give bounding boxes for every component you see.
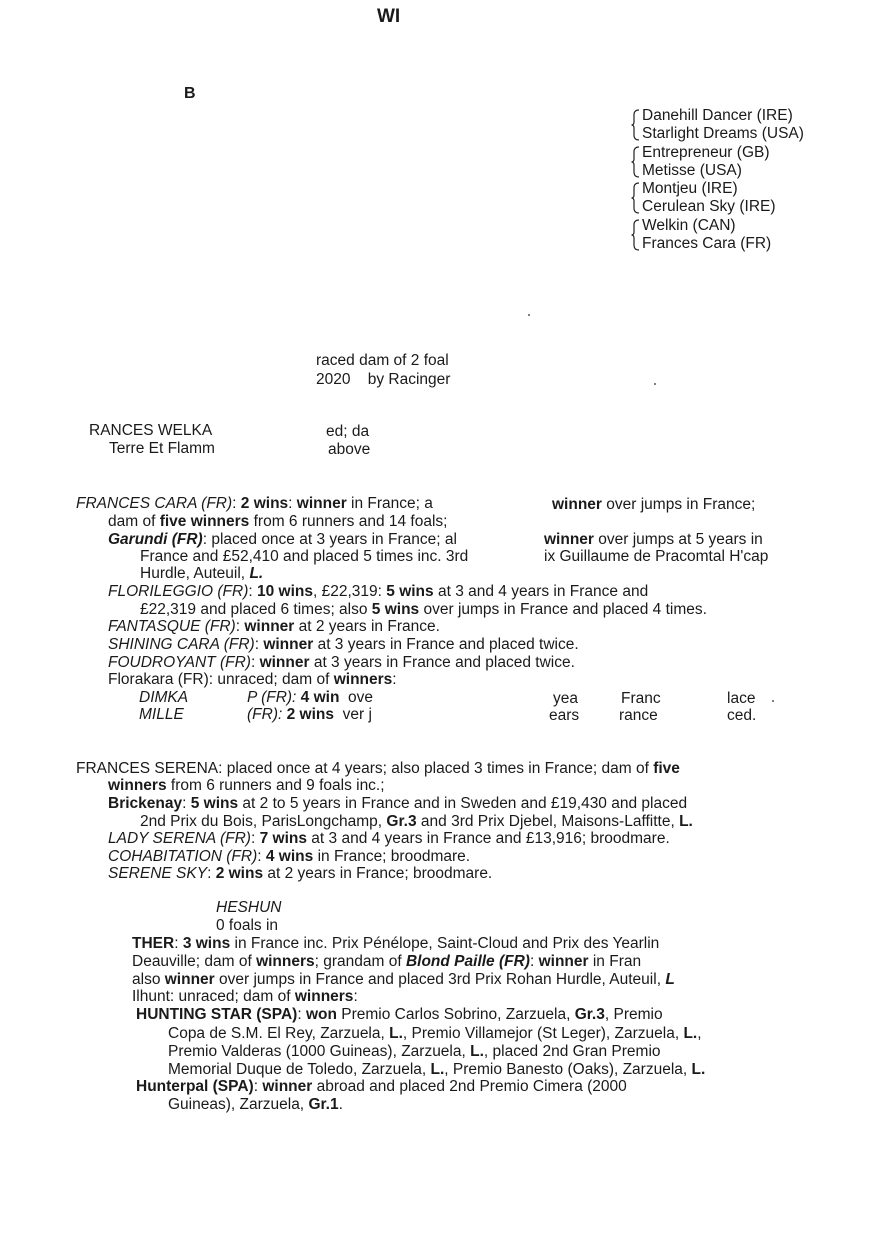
text-line: Memorial Duque de Toledo, Zarzuela, L., Premio Banesto (Oaks), Zarzuela, L. [168,1061,706,1078]
horse-name: DIMKA [139,689,189,706]
text-fragment: ed; da [326,423,370,440]
horse-name: FANTASQUE (FR) [108,618,236,635]
text-fragment: (FR): 2 wins ver j [247,706,372,723]
text-line: Premio Valderas (1000 Guineas), Zarzuela, L., placed 2nd Gran Premio [168,1043,661,1060]
pedigree-pair [631,217,804,254]
pedigree-pair [631,107,804,144]
brace-icon [631,109,640,141]
horse-name: Hunterpal (SPA) [136,1078,254,1095]
text-line: Hurdle, Auteuil, L. [140,565,264,582]
pedigree-sire-line: Danehill Dancer (IRE) [642,107,793,124]
dam-entry: FRANCES SERENA: placed once at 4 years; also placed 3 times in France; dam of five [76,760,680,777]
produce-entry: FLORILEGGIO (FR): 10 wins, £22,319: 5 wins at 3 and 4 years in France and [108,583,649,600]
text-line: winner over jumps at 5 years in [544,531,763,548]
horse-name: HUNTING STAR (SPA) [136,1006,298,1023]
horse-name: FOUDROYANT (FR) [108,654,251,671]
scan-speck [772,700,774,702]
pedigree-dam-line: Metisse (USA) [642,161,742,179]
text-line: winners from 6 runners and 9 foals inc.; [108,777,385,794]
pedigree-dam-line: Starlight Dreams (USA) [642,125,804,142]
produce-entry: Garundi (FR): placed once at 3 years in France; al [108,531,457,548]
text-line: Ilhunt: unraced; dam of winners: [132,988,358,1005]
scan-speck [528,314,530,316]
produce-entry: Brickenay: 5 wins at 2 to 5 years in France and in Sweden and £19,430 and placed [108,795,688,812]
pedigree-pair [631,144,804,181]
produce-entry: FANTASQUE (FR): winner at 2 years in France. [108,618,440,635]
text-fragment: lace [727,690,756,707]
horse-name: Garundi (FR) [108,531,203,548]
text-fragment: yea [553,690,578,707]
page-header-title: WI [377,6,401,27]
produce-entry: Hunterpal (SPA): winner abroad and placed 2nd Premio Cimera (2000 [136,1078,627,1095]
text-fragment: raced dam of 2 foal [316,352,449,369]
horse-name: RANCES WELKA [89,422,213,439]
horse-name: SERENE SKY [108,865,208,882]
pedigree-pair [631,180,804,217]
text-line: ix Guillaume de Pracomtal H'cap [544,548,769,565]
text-fragment: Terre Et Flamm [109,440,215,457]
produce-entry: SERENE SKY: 2 wins at 2 years in France; broodmare. [108,865,493,882]
text-fragment: 0 foals in [216,917,279,934]
text-line: Guineas), Zarzuela, Gr.1. [168,1096,343,1113]
page-header-subtitle: B [184,85,196,102]
text-fragment: P (FR): 4 win ove [247,689,374,706]
pedigree-dam-line: Frances Cara (FR) [642,234,772,252]
brace-icon [631,146,640,178]
dam-entry: THER: 3 wins in France inc. Prix Pénélope, Saint-Cloud and Prix des Yearlin [132,935,660,952]
pedigree-sire-line: Entrepreneur (GB) [642,143,770,161]
text-line: also winner over jumps in France and placed 3rd Prix Rohan Hurdle, Auteuil, L [132,971,675,988]
produce-entry: COHABITATION (FR): 4 wins in France; broodmare. [108,848,471,865]
text-line: 2nd Prix du Bois, ParisLongchamp, Gr.3 and 3rd Prix Djebel, Maisons-Laffitte, L. [140,813,693,830]
produce-entry: HUNTING STAR (SPA): won Premio Carlos Sobrino, Zarzuela, Gr.3, Premio [136,1006,663,1023]
text-fragment: Franc [621,690,661,707]
brace-icon [631,219,640,251]
produce-entry: FOUDROYANT (FR): winner at 3 years in France and placed twice. [108,654,575,671]
horse-name: FLORILEGGIO (FR) [108,583,249,600]
text-line: £22,319 and placed 6 times; also 5 wins over jumps in France and placed 4 times. [140,601,707,618]
text-fragment: ears [549,707,580,724]
horse-name: HESHUN [216,899,282,916]
pedigree-block [631,107,804,253]
horse-name: LADY SERENA (FR) [108,830,251,847]
text-line: France and £52,410 and placed 5 times inc. 3rd [140,548,469,565]
text-line: dam of five winners from 6 runners and 14 foals; [108,513,448,530]
horse-name: MILLE [139,706,184,723]
text-fragment: 2020 by Racinger [316,371,451,388]
text-fragment: above [328,441,371,458]
produce-entry: Florakara (FR): unraced; dam of winners: [108,671,397,688]
horse-name: COHABITATION (FR) [108,848,258,865]
text-line: winner over jumps in France; [552,496,756,513]
text-line: Deauville; dam of winners; grandam of Blond Paille (FR): winner in Fran [132,953,642,970]
horse-name: THER [132,935,175,952]
pedigree-sire-line: Montjeu (IRE) [642,180,738,197]
scan-speck [654,383,656,385]
pedigree-sire-line: Welkin (CAN) [642,216,736,234]
horse-name: Brickenay [108,795,183,812]
text-fragment: ced. [727,707,757,724]
horse-name: FRANCES CARA (FR) [76,495,233,512]
horse-name: SHINING CARA (FR) [108,636,255,653]
pedigree-dam-line: Cerulean Sky (IRE) [642,198,776,215]
text-fragment: rance [619,707,658,724]
produce-entry: SHINING CARA (FR): winner at 3 years in France and placed twice. [108,636,579,653]
dam-entry: FRANCES CARA (FR): 2 wins: winner in France; a [76,495,433,512]
text-line: Copa de S.M. El Rey, Zarzuela, L., Premio Villamejor (St Leger), Zarzuela, L., [168,1025,702,1042]
brace-icon [631,182,640,214]
produce-entry: LADY SERENA (FR): 7 wins at 3 and 4 years in France and £13,916; broodmare. [108,830,670,847]
